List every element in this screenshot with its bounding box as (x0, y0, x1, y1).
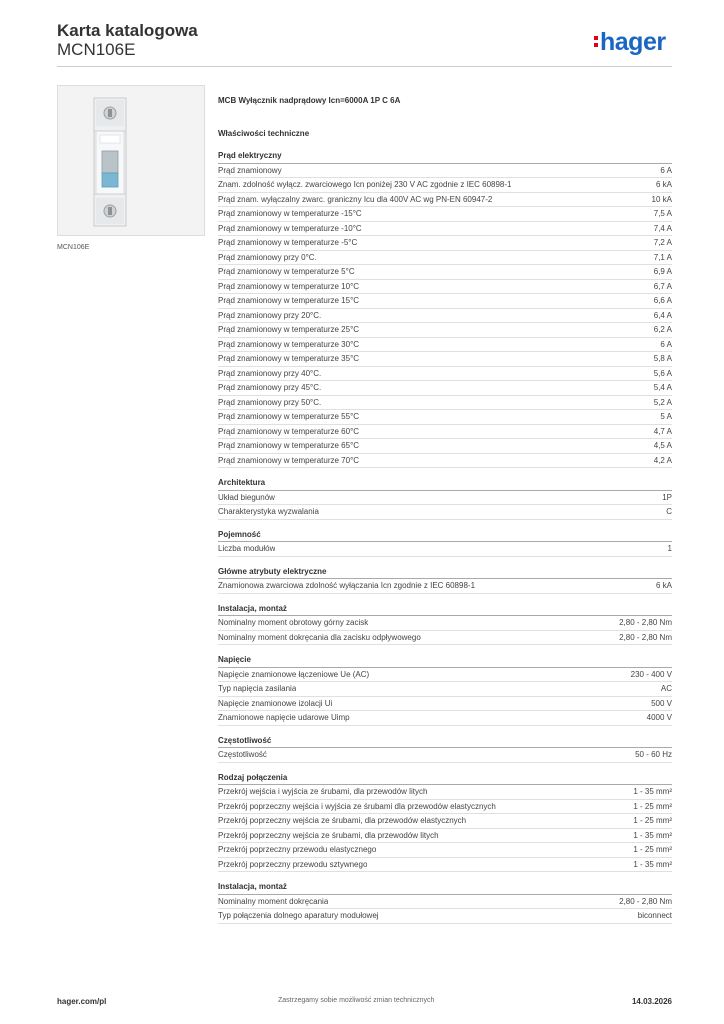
spec-row (218, 697, 672, 712)
spec-value: AC (660, 684, 672, 693)
spec-row (218, 682, 672, 697)
spec-label: Prąd znamionowy (218, 165, 282, 175)
spec-label: Prąd znamionowy przy 20°C. (218, 310, 322, 320)
spec-row (218, 616, 672, 631)
spec-row (218, 338, 672, 353)
spec-row (218, 265, 672, 280)
spec-row (218, 352, 672, 367)
spec-value: 7,1 A (653, 252, 672, 262)
spec-label: Układ biegunów (218, 492, 275, 502)
spec-section (218, 478, 672, 520)
spec-section (218, 773, 672, 873)
spec-row (218, 454, 672, 469)
spec-value: 4,7 A (653, 426, 672, 436)
spec-value: 1 - 25 mm² (633, 816, 672, 825)
spec-row (218, 410, 672, 425)
spec-label: Prąd znamionowy przy 50°C. (218, 397, 322, 407)
spec-label: Typ połączenia dolnego aparatury modułowej (218, 911, 379, 920)
spec-label: Prąd znamionowy w temperaturze 10°C (218, 281, 360, 291)
section-heading: Główne atrybuty elektryczne (218, 567, 672, 580)
spec-row (218, 309, 672, 324)
spec-section (218, 736, 672, 763)
spec-value: 5,8 A (653, 354, 672, 363)
spec-row (218, 439, 672, 454)
spec-label: Prąd znamionowy przy 45°C. (218, 383, 322, 392)
section-heading: Rodzaj połączenia (218, 773, 672, 786)
spec-row (218, 711, 672, 726)
spec-row (218, 800, 672, 815)
spec-value: 7,4 A (653, 223, 672, 233)
spec-value: 1P (662, 492, 672, 502)
spec-value: 4,2 A (653, 455, 672, 465)
spec-row (218, 829, 672, 844)
spec-value: 6,4 A (653, 310, 672, 320)
spec-row (218, 251, 672, 266)
spec-label: Prąd znamionowy w temperaturze -15°C (218, 209, 362, 218)
spec-row (218, 367, 672, 382)
section-heading: Instalacja, montaż (218, 882, 672, 895)
spec-value: 1 (667, 544, 672, 553)
spec-sections (218, 151, 672, 924)
spec-row (218, 280, 672, 295)
spec-row (218, 323, 672, 338)
section-heading: Napięcie (218, 655, 672, 668)
spec-row (218, 909, 672, 924)
spec-label: Napięcie znamionowe łączeniowe Ue (AC) (218, 669, 370, 679)
spec-label: Prąd znamionowy w temperaturze 35°C (218, 354, 360, 363)
spec-value: 4,5 A (653, 441, 672, 450)
spec-value: 1 - 35 mm² (633, 830, 672, 840)
spec-value: 6,2 A (653, 325, 672, 334)
spec-value: 230 - 400 V (630, 669, 672, 679)
circuit-breaker-icon (58, 86, 204, 235)
spec-section (218, 655, 672, 726)
spec-value: 1 - 35 mm² (633, 787, 672, 796)
spec-section (218, 567, 672, 594)
spec-row (218, 748, 672, 763)
spec-label: Przekrój poprzeczny wejścia ze śrubami, dla przewodów litych (218, 830, 439, 840)
spec-label: Nominalny moment dokręcania dla zacisku odpływowego (218, 632, 421, 642)
spec-row (218, 164, 672, 179)
spec-value: 2,80 - 2,80 Nm (619, 618, 672, 627)
spec-label: Przekrój poprzeczny wejścia i wyjścia ze śrubami dla przewodów elastycznych (218, 801, 496, 811)
spec-value: 4000 V (646, 713, 672, 722)
logo-dots-icon (594, 33, 598, 50)
spec-label: Prąd znamionowy w temperaturze 30°C (218, 339, 360, 349)
spec-row (218, 207, 672, 222)
spec-value: 6,6 A (653, 296, 672, 305)
section-heading: Architektura (218, 478, 672, 491)
product-image (57, 85, 205, 236)
spec-label: Prąd znamionowy w temperaturze 15°C (218, 296, 360, 305)
spec-label: Prąd znamionowy w temperaturze 70°C (218, 455, 360, 465)
spec-value: 50 - 60 Hz (635, 750, 672, 759)
spec-label: Prąd znam. wyłączalny zwarc. graniczny Icu dla 400V AC wg PN-EN 60947-2 (218, 194, 493, 204)
spec-row (218, 425, 672, 440)
spec-label: Prąd znamionowy w temperaturze 25°C (218, 325, 360, 334)
spec-section (218, 151, 672, 468)
spec-value: 2,80 - 2,80 Nm (619, 632, 672, 642)
spec-value: 500 V (651, 698, 672, 708)
footer-date: 14.03.2026 (631, 997, 672, 1006)
product-code: MCN106E (57, 40, 136, 59)
spec-value: 6 A (660, 339, 672, 349)
spec-value: 7,5 A (653, 209, 672, 218)
spec-row (218, 895, 672, 910)
spec-row (218, 814, 672, 829)
spec-value: 1 - 25 mm² (633, 801, 672, 811)
spec-row (218, 491, 672, 506)
spec-label: Prąd znamionowy w temperaturze 5°C (218, 267, 355, 276)
spec-row (218, 381, 672, 396)
section-heading: Prąd elektryczny (218, 151, 672, 164)
spec-value: 5,2 A (653, 397, 672, 407)
image-caption: MCN106E (57, 244, 90, 251)
spec-value: 6,9 A (653, 267, 672, 276)
footer-website-link[interactable]: hager.com/pl (57, 997, 107, 1006)
product-description: MCB Wyłącznik nadprądowy Icn=6000A 1P C 6A (218, 96, 401, 105)
spec-value: C (666, 507, 672, 516)
spec-value: 6 kA (655, 180, 672, 189)
spec-label: Prąd znamionowy przy 40°C. (218, 368, 322, 378)
spec-value: 5,6 A (653, 368, 672, 378)
spec-row (218, 294, 672, 309)
spec-label: Prąd znamionowy w temperaturze 55°C (218, 412, 360, 421)
spec-row (218, 579, 672, 594)
spec-row (218, 668, 672, 683)
spec-label: Częstotliwość (218, 750, 267, 759)
spec-row (218, 843, 672, 858)
spec-label: Znamionowa zwarciowa zdolność wyłączania Icn zgodnie z IEC 60898-1 (218, 581, 476, 590)
hager-logo[interactable] (594, 28, 666, 57)
spec-row (218, 785, 672, 800)
spec-label: Znamionowe napięcie udarowe Uimp (218, 713, 350, 722)
spec-value: 5 A (660, 412, 672, 421)
spec-row (218, 193, 672, 208)
spec-label: Prąd znamionowy w temperaturze -10°C (218, 223, 362, 233)
spec-label: Prąd znamionowy w temperaturze 60°C (218, 426, 360, 436)
spec-label: Przekrój poprzeczny przewodu sztywnego (218, 859, 368, 869)
spec-label: Napięcie znamionowe izolacji Ui (218, 698, 333, 708)
technical-properties-heading: Właściwości techniczne (218, 129, 310, 138)
spec-value: 10 kA (651, 194, 672, 204)
spec-row (218, 396, 672, 411)
spec-value: 6 kA (655, 581, 672, 590)
spec-label: Typ napięcia zasilania (218, 684, 297, 693)
spec-value: 6,7 A (653, 281, 672, 291)
spec-label: Nominalny moment obrotowy górny zacisk (218, 618, 369, 627)
spec-row (218, 631, 672, 646)
spec-row (218, 858, 672, 873)
section-heading: Instalacja, montaż (218, 604, 672, 617)
spec-value: 7,2 A (653, 238, 672, 247)
spec-row (218, 542, 672, 557)
spec-label: Prąd znamionowy w temperaturze -5°C (218, 238, 358, 247)
header-divider (57, 66, 672, 67)
page-title: Karta katalogowa (57, 21, 198, 40)
section-heading: Częstotliwość (218, 736, 672, 749)
spec-label: Liczba modułów (218, 544, 276, 553)
spec-label: Charakterystyka wyzwalania (218, 507, 319, 516)
spec-label: Przekrój poprzeczny przewodu elastycznego (218, 845, 377, 854)
footer-disclaimer: Zastrzegamy sobie możliwość zmian technicznych (278, 997, 435, 1004)
spec-label: Nominalny moment dokręcania (218, 896, 329, 906)
spec-value: 2,80 - 2,80 Nm (619, 896, 672, 906)
spec-row (218, 222, 672, 237)
spec-label: Przekrój poprzeczny wejścia ze śrubami, dla przewodów elastycznych (218, 816, 467, 825)
spec-row (218, 236, 672, 251)
spec-row (218, 178, 672, 193)
spec-value: 6 A (660, 165, 672, 175)
spec-section (218, 882, 672, 924)
spec-label: Prąd znamionowy w temperaturze 65°C (218, 441, 360, 450)
spec-label: Prąd znamionowy przy 0°C. (218, 252, 317, 262)
spec-value: biconnect (637, 911, 672, 920)
logo-text: hager (600, 28, 666, 56)
spec-label: Przekrój wejścia i wyjścia ze śrubami, dla przewodów litych (218, 787, 428, 796)
spec-row (218, 505, 672, 520)
spec-value: 5,4 A (653, 383, 672, 392)
section-heading: Pojemność (218, 530, 672, 543)
spec-value: 1 - 35 mm² (633, 859, 672, 869)
spec-section (218, 604, 672, 646)
spec-section (218, 530, 672, 557)
spec-label: Znam. zdolność wyłącz. zwarciowego Icn poniżej 230 V AC zgodnie z IEC 60898-1 (218, 180, 512, 189)
spec-value: 1 - 25 mm² (633, 845, 672, 854)
spec-content (218, 96, 672, 924)
